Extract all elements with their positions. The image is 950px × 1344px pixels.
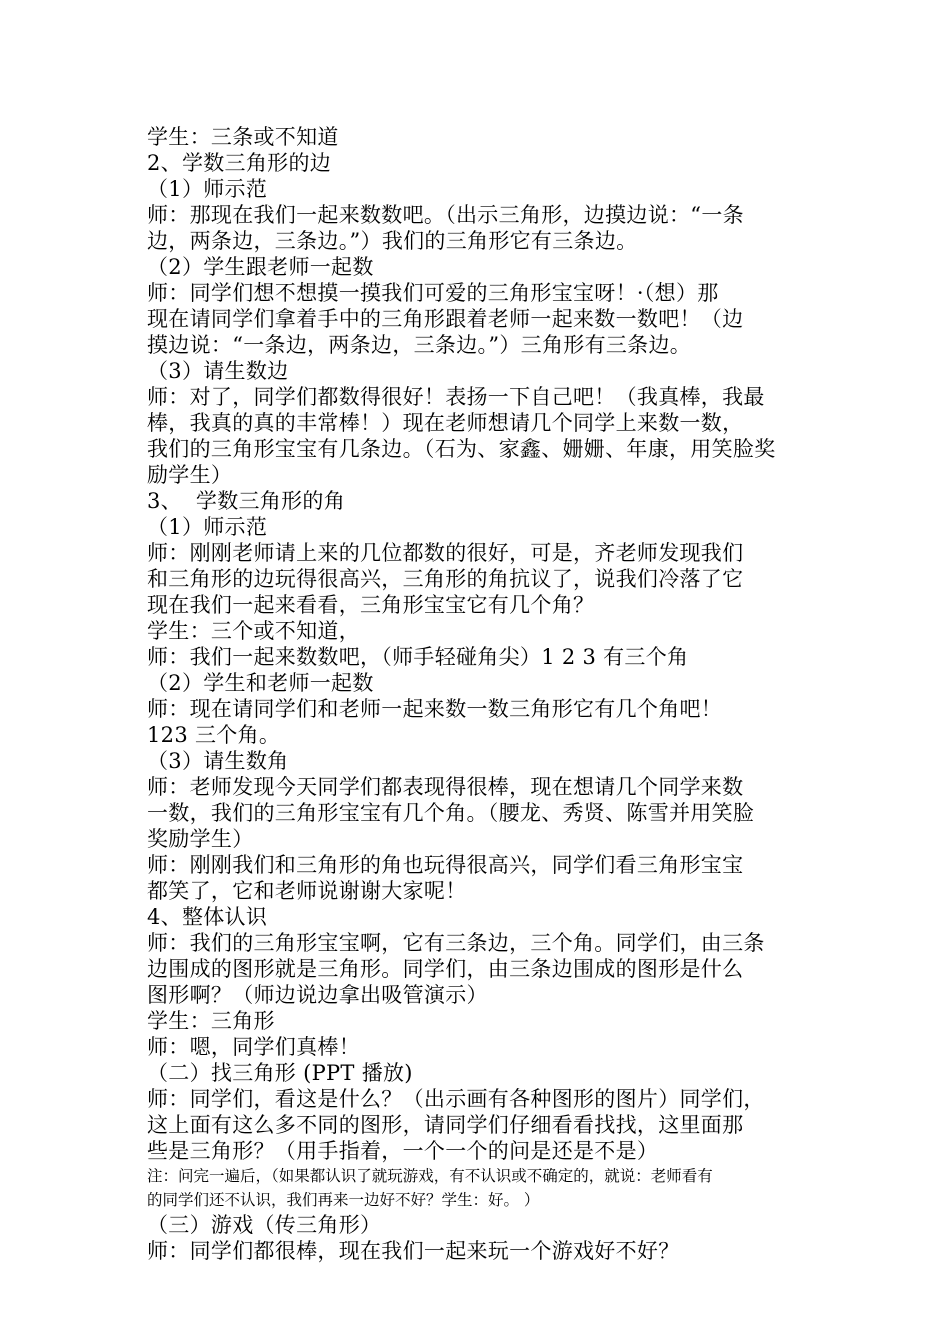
section-heading: （三）游戏（传三角形） <box>147 1213 382 1237</box>
paragraph-line: 图形啊？（师边说边拿出吸管演示） <box>147 983 488 1007</box>
document-page <box>147 124 817 1264</box>
paragraph-line: 学生：三角形 <box>147 1009 275 1033</box>
note-line: 注：问完一遍后，（如果都认识了就玩游戏，有不认识或不确定的，就说：老师看有 <box>147 1167 713 1185</box>
subsection-heading: （1）师示范 <box>147 177 268 201</box>
paragraph-line: 现在我们一起来看看，三角形宝宝它有几个角？ <box>147 593 595 617</box>
paragraph-line: 师：刚刚我们和三角形的角也玩得很高兴，同学们看三角形宝宝 <box>147 853 744 877</box>
paragraph-line: 都笑了，它和老师说谢谢大家呢！ <box>147 879 467 903</box>
paragraph-line: 和三角形的边玩得很高兴，三角形的角抗议了，说我们冷落了它 <box>147 567 744 591</box>
paragraph-line: 师：老师发现今天同学们都表现得很棒，现在想请几个同学来数 <box>147 775 744 799</box>
paragraph-line: 123 三个角。 <box>147 723 281 747</box>
paragraph-line: 师：对了，同学们都数得很好！表扬一下自己吧！（我真棒，我最 <box>147 385 765 409</box>
section-heading: 3、 学数三角形的角 <box>147 489 346 513</box>
note-line: 的同学们还不认识，我们再来一边好不好？学生：好。 ） <box>147 1191 540 1209</box>
paragraph-line: 些是三角形？（用手指着，一个一个的问是还是不是） <box>147 1139 659 1163</box>
paragraph-line: 师：同学们想不想摸一摸我们可爱的三角形宝宝呀！·（想）那 <box>147 281 719 305</box>
paragraph-line: 励学生） <box>147 463 233 487</box>
paragraph-line: 现在请同学们拿着手中的三角形跟着老师一起来数一数吧！（边 <box>147 307 744 331</box>
paragraph-line: 一数，我们的三角形宝宝有几个角。（腰龙、秀贤、陈雪并用笑脸 <box>147 801 755 825</box>
subsection-heading: （3）请生数边 <box>147 359 289 383</box>
section-heading: 4、整体认识 <box>147 905 268 929</box>
section-heading: 2、学数三角形的边 <box>147 151 332 175</box>
paragraph-line: 师：同学们都很棒，现在我们一起来玩一个游戏好不好？ <box>147 1239 680 1263</box>
paragraph-line: 师：我们的三角形宝宝啊，它有三条边，三个角。同学们，由三条 <box>147 931 765 955</box>
paragraph-line: 师：那现在我们一起来数数吧。（出示三角形，边摸边说：“一条 <box>147 203 744 227</box>
subsection-heading: （1）师示范 <box>147 515 268 539</box>
paragraph-line: 奖励学生） <box>147 827 254 851</box>
section-heading: （二）找三角形 (PPT 播放) <box>147 1061 413 1085</box>
paragraph-line: 师：现在请同学们和老师一起来数一数三角形它有几个角吧！ <box>147 697 723 721</box>
paragraph-line: 这上面有这么多不同的图形，请同学们仔细看看找找，这里面那 <box>147 1113 744 1137</box>
subsection-heading: （2）学生跟老师一起数 <box>147 255 374 279</box>
paragraph-line: 边围成的图形就是三角形。同学们，由三条边围成的图形是什么 <box>147 957 744 981</box>
paragraph-line: 我们的三角形宝宝有几条边。（石为、家鑫、姗姗、年康，用笑脸奖 <box>147 437 776 461</box>
paragraph-line: 边，两条边，三条边。”）我们的三角形它有三条边。 <box>147 229 638 253</box>
paragraph-line: 学生：三条或不知道 <box>147 125 339 149</box>
paragraph-line: 学生：三个或不知道， <box>147 619 360 643</box>
paragraph-line: 师：我们一起来数数吧，（师手轻碰角尖）1 2 3 有三个角 <box>147 645 689 669</box>
paragraph-line: 师：刚刚老师请上来的几位都数的很好，可是，齐老师发现我们 <box>147 541 744 565</box>
subsection-heading: （2）学生和老师一起数 <box>147 671 374 695</box>
paragraph-line: 师：嗯，同学们真棒！ <box>147 1035 360 1059</box>
subsection-heading: （3）请生数角 <box>147 749 289 773</box>
paragraph-line: 棒，我真的真的丰常棒！）现在老师想请几个同学上来数一数， <box>147 411 744 435</box>
paragraph-line: 摸边说：“一条边，两条边，三条边。”）三角形有三条边。 <box>147 333 692 357</box>
paragraph-line: 师：同学们，看这是什么？（出示画有各种图形的图片）同学们， <box>147 1087 765 1111</box>
